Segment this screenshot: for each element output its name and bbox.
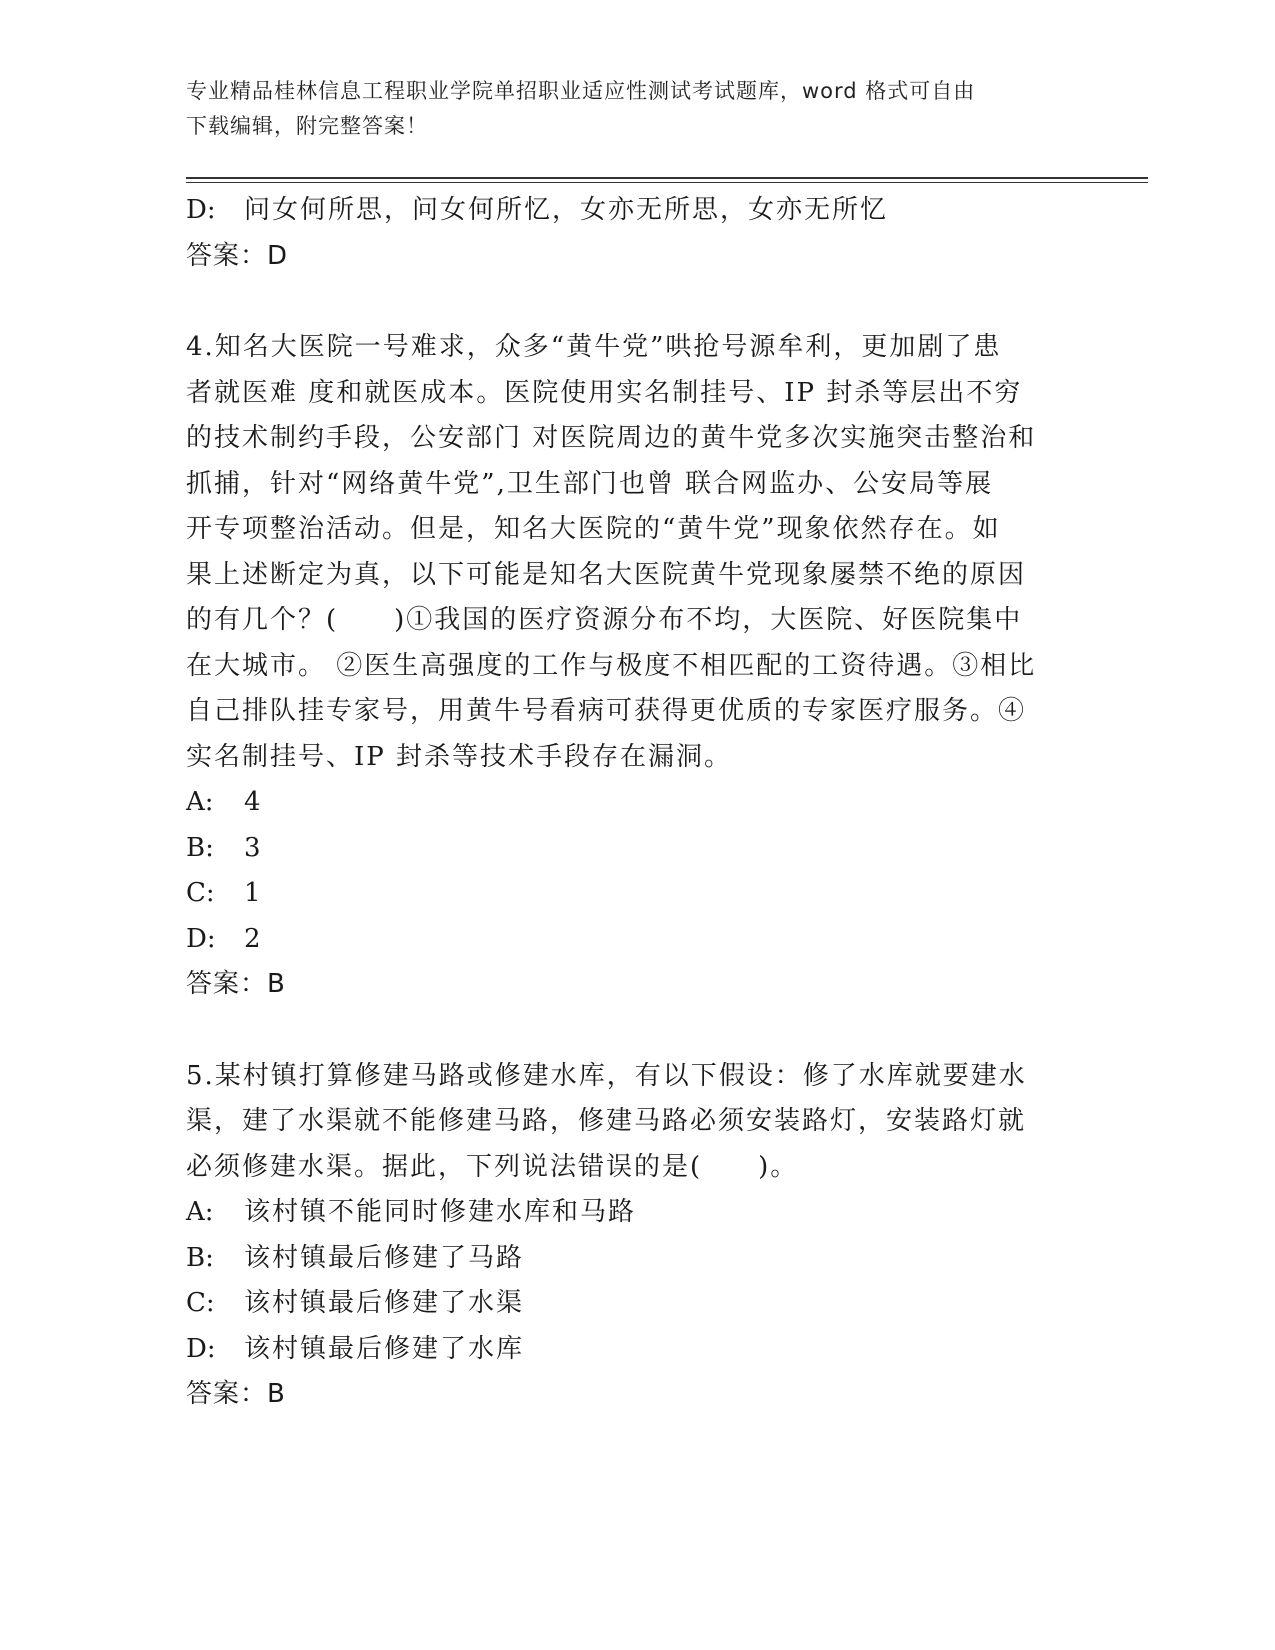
- option-text: 问女何所思，问女何所忆，女亦无所思，女亦无所忆: [244, 195, 889, 225]
- question-4-line: 开专项整治活动。但是，知名大医院的“黄牛党”现象依然存在。如: [186, 514, 1001, 544]
- header-line-1: 专业精品桂林信息工程职业学院单招职业适应性测试考试题库，word 格式可自由: [186, 79, 976, 103]
- question-4-line: 者就医难 度和就医成本。医院使用实名制挂号、IP 封杀等层出不穷: [186, 377, 1023, 408]
- question-4-line: 自己排队挂专家号，用黄牛号看病可获得更优质的专家医疗服务。④: [186, 696, 1027, 726]
- q4-answer: 答案：B: [186, 969, 286, 999]
- option-label: D:: [186, 195, 216, 225]
- q5-answer: 答案：B: [186, 1379, 286, 1409]
- question-4-line: 果上述断定为真，以下可能是知名大医院黄牛党现象屡禁不绝的原因: [186, 559, 1027, 590]
- option-text: 2: [244, 923, 263, 954]
- q4-option-b: [186, 826, 1086, 872]
- question-5-line: 必须修建水渠。据此，下列说法错误的是( )。: [186, 1151, 799, 1182]
- q5-option-c: [186, 1281, 1086, 1327]
- option-text: 该村镇最后修建了水渠: [244, 1288, 525, 1318]
- question-4-line: 的有几个？( )①我国的医疗资源分布不均，大医院、好医院集中: [186, 605, 1023, 635]
- header-line-2: 下载编辑，附完整答案！: [186, 114, 428, 138]
- q4-option-d: [186, 917, 1086, 963]
- option-text: 1: [244, 878, 263, 908]
- option-text: 该村镇不能同时修建水库和马路: [244, 1197, 637, 1227]
- question-4-line: 在大城市。 ②医生高强度的工作与极度不相匹配的工资待遇。③相比: [186, 650, 1037, 681]
- option-text: 4: [244, 787, 263, 817]
- page-header: [186, 74, 1066, 144]
- question-5: [186, 1054, 1086, 1418]
- spacer: [186, 279, 1086, 325]
- spacer: [186, 1008, 1086, 1054]
- option-text: 该村镇最后修建了马路: [244, 1242, 525, 1273]
- question-5-line: 5.某村镇打算修建马路或修建水库，有以下假设：修了水库就要建水: [186, 1060, 1027, 1091]
- question-4: [186, 325, 1086, 1008]
- q5-option-d: [186, 1327, 1086, 1373]
- option-label: B:: [186, 1242, 214, 1273]
- header-rule-thick: [186, 177, 1148, 179]
- option-label: D:: [186, 923, 216, 954]
- q5-option-b: [186, 1236, 1086, 1282]
- option-label: C:: [186, 878, 215, 908]
- question-4-line: 抓捕，针对“网络黄牛党”,卫生部门也曾 联合网监办、公安局等展: [186, 468, 994, 499]
- option-label: C:: [186, 1288, 215, 1318]
- q5-option-a: [186, 1190, 1086, 1236]
- question-5-line: 渠，建了水渠就不能修建马路，修建马路必须安装路灯，安装路灯就: [186, 1106, 1027, 1136]
- document-body: [186, 188, 1086, 1418]
- option-label: A:: [186, 787, 214, 817]
- option-label: B:: [186, 832, 214, 863]
- q4-option-c: [186, 871, 1086, 917]
- question-4-line: 实名制挂号、IP 封杀等技术手段存在漏洞。: [186, 741, 733, 772]
- q3-answer: 答案：D: [186, 240, 289, 271]
- q4-option-a: [186, 780, 1086, 826]
- header-rule-thin: [186, 182, 1148, 183]
- question-4-line: 的技术制约手段，公安部门 对医院周边的黄牛党多次实施突击整治和: [186, 423, 1037, 453]
- option-text: 3: [244, 832, 263, 863]
- option-label: A:: [186, 1197, 214, 1227]
- q3-option-d: [186, 188, 1086, 234]
- option-label: D:: [186, 1333, 216, 1364]
- question-4-line: 4.知名大医院一号难求，众多“黄牛党”哄抢号源牟利，更加剧了患: [186, 332, 1002, 362]
- option-text: 该村镇最后修建了水库: [244, 1333, 525, 1364]
